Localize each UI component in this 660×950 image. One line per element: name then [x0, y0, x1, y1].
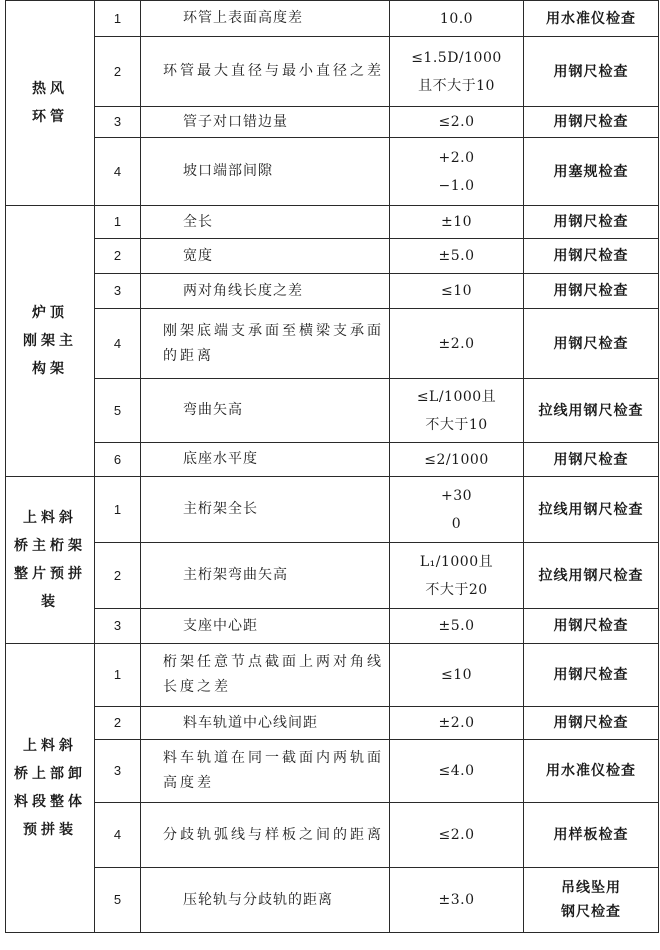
inspection-method: 用钢尺检查: [524, 107, 659, 138]
check-item: 刚架底端支承面至横梁支承面的距离: [141, 309, 390, 379]
inspection-method: 拉线用钢尺检查: [524, 543, 659, 609]
inspection-method: 用水准仪检查: [524, 740, 659, 803]
check-item: 环管最大直径与最小直径之差: [141, 37, 390, 107]
tolerance-value: ±5.0: [390, 609, 524, 644]
row-number: 2: [95, 37, 141, 107]
row-number: 2: [95, 543, 141, 609]
tolerance-value: ±10: [390, 206, 524, 239]
tolerance-value: +2.0 −1.0: [390, 138, 524, 206]
group-label: 炉顶 刚架主 构架: [6, 206, 95, 477]
inspection-method: 用钢尺检查: [524, 707, 659, 740]
row-number: 4: [95, 138, 141, 206]
row-number: 5: [95, 379, 141, 443]
tolerance-value: ≤2.0: [390, 803, 524, 868]
inspection-method: 用钢尺检查: [524, 644, 659, 707]
inspection-method: 用钢尺检查: [524, 239, 659, 274]
check-item: 坡口端部间隙: [141, 138, 390, 206]
row-number: 5: [95, 868, 141, 933]
row-number: 2: [95, 707, 141, 740]
check-item: 全长: [141, 206, 390, 239]
inspection-method: 用钢尺检查: [524, 206, 659, 239]
check-item: 桁架任意节点截面上两对角线长度之差: [141, 644, 390, 707]
tolerance-value: ≤4.0: [390, 740, 524, 803]
inspection-method: 用钢尺检查: [524, 309, 659, 379]
check-item: 料车轨道中心线间距: [141, 707, 390, 740]
tolerance-value: 10.0: [390, 1, 524, 37]
tolerance-value: ≤10: [390, 274, 524, 309]
tolerance-value: ≤L/1000且 不大于10: [390, 379, 524, 443]
inspection-method: 用样板检查: [524, 803, 659, 868]
check-item: 两对角线长度之差: [141, 274, 390, 309]
tolerance-value: ≤2.0: [390, 107, 524, 138]
inspection-table: [5, 0, 659, 933]
group-label: 上料斜 桥主桁架 整片预拼 装: [6, 477, 95, 644]
row-number: 2: [95, 239, 141, 274]
check-item: 分歧轨弧线与样板之间的距离: [141, 803, 390, 868]
tolerance-value: +30 0: [390, 477, 524, 543]
check-item: 料车轨道在同一截面内两轨面高度差: [141, 740, 390, 803]
inspection-method: 用钢尺检查: [524, 37, 659, 107]
row-number: 1: [95, 477, 141, 543]
check-item: 环管上表面高度差: [141, 1, 390, 37]
row-number: 4: [95, 803, 141, 868]
check-item: 主桁架全长: [141, 477, 390, 543]
tolerance-value: ≤2/1000: [390, 443, 524, 477]
inspection-method: 用塞规检查: [524, 138, 659, 206]
row-number: 4: [95, 309, 141, 379]
tolerance-value: ±3.0: [390, 868, 524, 933]
row-number: 3: [95, 274, 141, 309]
inspection-method: 吊线坠用 钢尺检查: [524, 868, 659, 933]
tolerance-value: ≤10: [390, 644, 524, 707]
inspection-method: 用钢尺检查: [524, 609, 659, 644]
check-item: 弯曲矢高: [141, 379, 390, 443]
tolerance-value: ±2.0: [390, 309, 524, 379]
check-item: 宽度: [141, 239, 390, 274]
inspection-method: 拉线用钢尺检查: [524, 379, 659, 443]
inspection-method: 用钢尺检查: [524, 443, 659, 477]
tolerance-value: ≤1.5D/1000 且不大于10: [390, 37, 524, 107]
inspection-method: 用钢尺检查: [524, 274, 659, 309]
row-number: 3: [95, 107, 141, 138]
tolerance-value: ±5.0: [390, 239, 524, 274]
row-number: 1: [95, 206, 141, 239]
row-number: 1: [95, 1, 141, 37]
tolerance-value: ±2.0: [390, 707, 524, 740]
row-number: 6: [95, 443, 141, 477]
check-item: 支座中心距: [141, 609, 390, 644]
check-item: 管子对口错边量: [141, 107, 390, 138]
inspection-method: 拉线用钢尺检查: [524, 477, 659, 543]
inspection-method: 用水准仪检查: [524, 1, 659, 37]
row-number: 1: [95, 644, 141, 707]
row-number: 3: [95, 740, 141, 803]
row-number: 3: [95, 609, 141, 644]
check-item: 压轮轨与分歧轨的距离: [141, 868, 390, 933]
check-item: 主桁架弯曲矢高: [141, 543, 390, 609]
check-item: 底座水平度: [141, 443, 390, 477]
group-label: 热风 环管: [6, 1, 95, 206]
tolerance-value: L₁/1000且 不大于20: [390, 543, 524, 609]
group-label: 上料斜 桥上部卸 料段整体 预拼装: [6, 644, 95, 933]
